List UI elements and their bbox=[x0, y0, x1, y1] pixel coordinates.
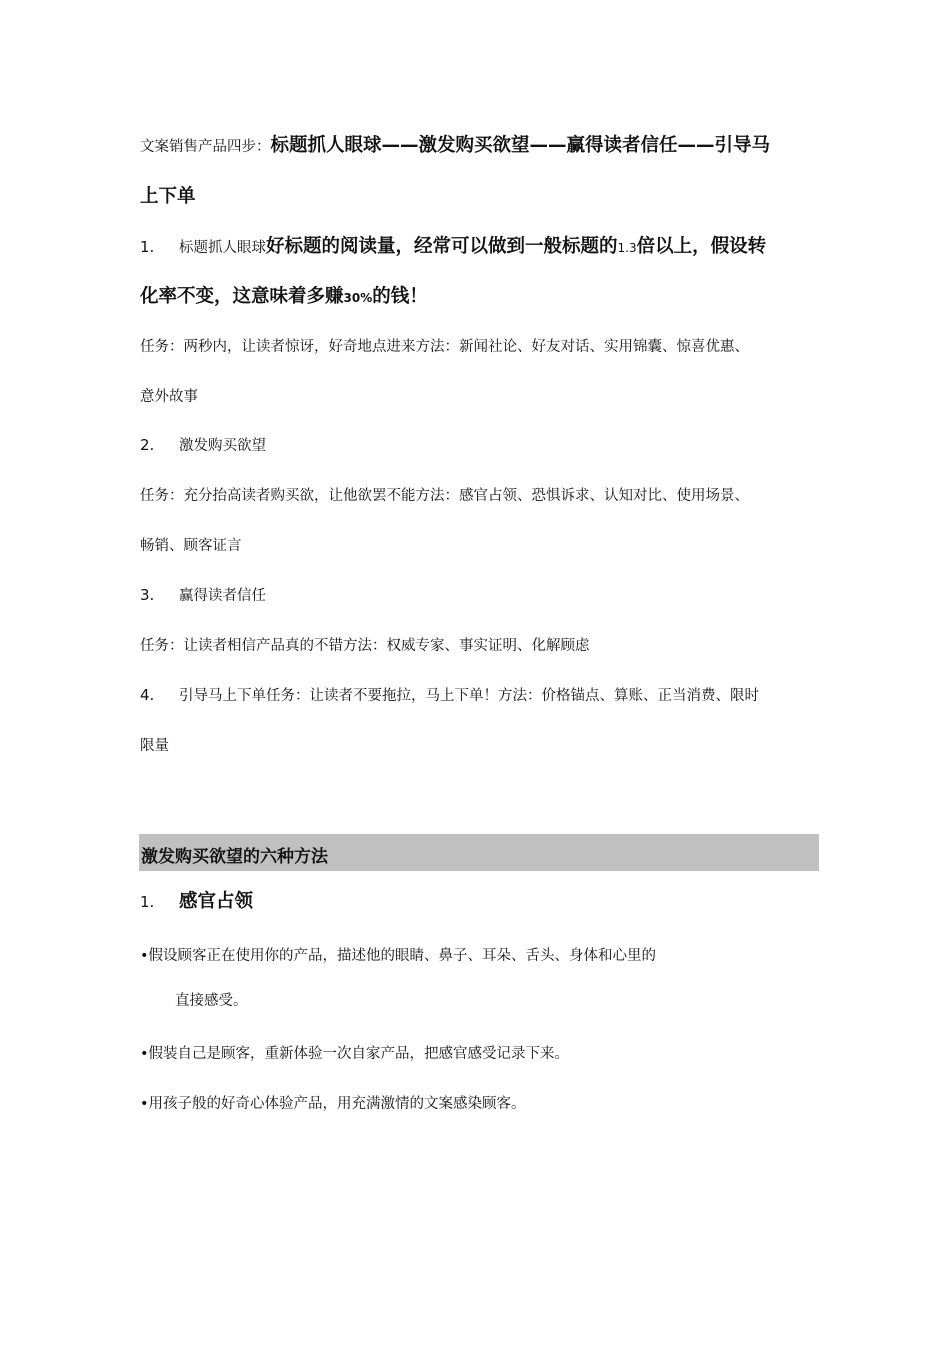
step1-label: 标题抓人眼球 bbox=[179, 240, 266, 256]
step1-bold-a: 好标题的阅读量，经常可以做到一般标题的 bbox=[266, 236, 618, 257]
section-item-heading bbox=[140, 887, 253, 913]
step2-task-line-2: 畅销、顾客证言 bbox=[140, 538, 242, 554]
step2-heading bbox=[140, 434, 266, 455]
step1-line2-a: 化率不变，这意味着多赚 bbox=[140, 286, 344, 307]
intro-line-2: 上下单 bbox=[140, 186, 196, 207]
intro-headline: 标题抓人眼球——激发购买欲望——赢得读者信任——引导马 bbox=[270, 135, 771, 156]
step3-task-line-1: 任务：让读者相信产品真的不错方法：权威专家、事实证明、化解顾虑 bbox=[140, 638, 590, 654]
step4-text: 引导马上下单任务：让读者不要拖拉，马上下单！方法：价格锚点、算账、正当消费、限时 bbox=[179, 688, 759, 704]
section-title: 激发购买欲望的六种方法 bbox=[141, 847, 328, 867]
section-header-bar bbox=[139, 834, 819, 871]
step4-line-1 bbox=[140, 684, 759, 705]
bullet-item: •假装自己是顾客，重新体验一次自家产品，把感官感受记录下来。 bbox=[140, 1046, 570, 1062]
intro-line-1 bbox=[140, 131, 770, 157]
step1-task-line-2: 意外故事 bbox=[140, 389, 198, 405]
step1-task-line-1: 任务：两秒内，让读者惊讶，好奇地点进来方法：新闻社论、好友对话、实用锦囊、惊喜优惠、 bbox=[140, 339, 749, 355]
bullet-item: •用孩子般的好奇心体验产品，用充满激情的文案感染顾客。 bbox=[140, 1096, 526, 1112]
step3-label: 赢得读者信任 bbox=[179, 588, 266, 604]
step1-number: 1. bbox=[140, 238, 155, 256]
step1-ratio: 1.3 bbox=[617, 241, 637, 255]
step2-task-line-1: 任务：充分抬高读者购买欲，让他欲罢不能方法：感官占领、恐惧诉求、认知对比、使用场景、 bbox=[140, 488, 749, 504]
step1-line-1 bbox=[140, 232, 766, 258]
intro-prefix: 文案销售产品四步： bbox=[140, 139, 271, 155]
bullet-item: •假设顾客正在使用你的产品，描述他的眼睛、鼻子、耳朵、舌头、身体和心里的 bbox=[140, 948, 657, 964]
step3-heading bbox=[140, 584, 266, 605]
step1-line-2 bbox=[140, 282, 428, 308]
step1-line2-b: 的钱！ bbox=[372, 286, 428, 307]
section-item-number: 1. bbox=[140, 893, 155, 911]
step3-number: 3. bbox=[140, 586, 155, 604]
bullet-item-continuation: 直接感受。 bbox=[175, 993, 248, 1009]
step1-percent: 30% bbox=[343, 291, 373, 305]
step2-number: 2. bbox=[140, 436, 155, 454]
step4-line-2: 限量 bbox=[140, 738, 169, 754]
step1-bold-b: 倍以上，假设转 bbox=[636, 236, 767, 257]
section-item-title: 感官占领 bbox=[179, 891, 254, 912]
step4-number: 4. bbox=[140, 686, 155, 704]
step2-label: 激发购买欲望 bbox=[179, 438, 266, 454]
